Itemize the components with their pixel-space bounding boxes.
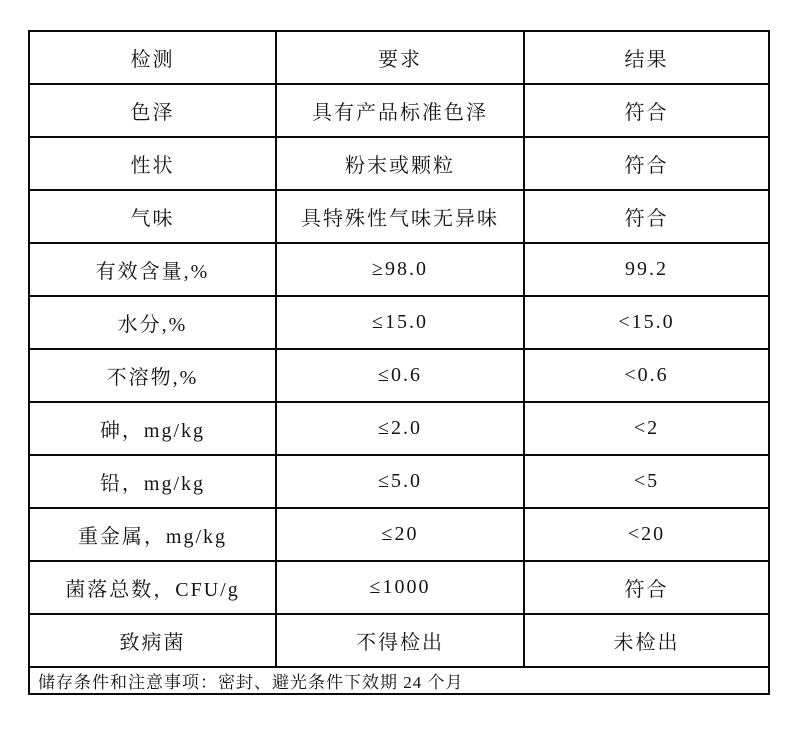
requirement-cell: ≤1000: [276, 561, 524, 614]
table-row: [29, 243, 769, 296]
requirement-cell: ≥98.0: [276, 243, 524, 296]
result-cell: <2: [524, 402, 769, 455]
result-cell: <0.6: [524, 349, 769, 402]
table-row: [29, 455, 769, 508]
column-header-requirement: 要求: [276, 31, 524, 84]
table-body: [29, 84, 769, 667]
result-cell: 未检出: [524, 614, 769, 667]
table-row: [29, 190, 769, 243]
test-name-cell: 气味: [29, 190, 276, 243]
table-row: [29, 561, 769, 614]
column-header-result: 结果: [524, 31, 769, 84]
table-row: [29, 296, 769, 349]
test-name-cell: 铅，mg/kg: [29, 455, 276, 508]
test-name-cell: 不溶物,%: [29, 349, 276, 402]
table-row: [29, 614, 769, 667]
requirement-cell: ≤2.0: [276, 402, 524, 455]
table-footer: [29, 667, 769, 694]
storage-note: 储存条件和注意事项：密封、避光条件下效期 24 个月: [29, 667, 769, 694]
test-name-cell: 致病菌: [29, 614, 276, 667]
result-cell: 符合: [524, 84, 769, 137]
result-cell: 99.2: [524, 243, 769, 296]
requirement-cell: ≤5.0: [276, 455, 524, 508]
result-cell: 符合: [524, 137, 769, 190]
requirement-cell: 具特殊性气味无异味: [276, 190, 524, 243]
column-header-test: 检测: [29, 31, 276, 84]
requirement-cell: ≤20: [276, 508, 524, 561]
result-cell: <15.0: [524, 296, 769, 349]
result-cell: <20: [524, 508, 769, 561]
table-row: [29, 137, 769, 190]
test-name-cell: 色泽: [29, 84, 276, 137]
table-row: [29, 402, 769, 455]
result-cell: <5: [524, 455, 769, 508]
table-row: [29, 508, 769, 561]
requirement-cell: ≤0.6: [276, 349, 524, 402]
requirement-cell: 不得检出: [276, 614, 524, 667]
requirement-cell: 粉末或颗粒: [276, 137, 524, 190]
table-header-row: [29, 31, 769, 84]
test-name-cell: 性状: [29, 137, 276, 190]
table-row: [29, 349, 769, 402]
result-cell: 符合: [524, 190, 769, 243]
test-name-cell: 有效含量,%: [29, 243, 276, 296]
test-name-cell: 重金属，mg/kg: [29, 508, 276, 561]
test-name-cell: 砷，mg/kg: [29, 402, 276, 455]
requirement-cell: ≤15.0: [276, 296, 524, 349]
storage-note-row: [29, 667, 769, 694]
test-name-cell: 菌落总数，CFU/g: [29, 561, 276, 614]
table-row: [29, 84, 769, 137]
inspection-report-table: [28, 30, 770, 695]
requirement-cell: 具有产品标准色泽: [276, 84, 524, 137]
test-name-cell: 水分,%: [29, 296, 276, 349]
result-cell: 符合: [524, 561, 769, 614]
